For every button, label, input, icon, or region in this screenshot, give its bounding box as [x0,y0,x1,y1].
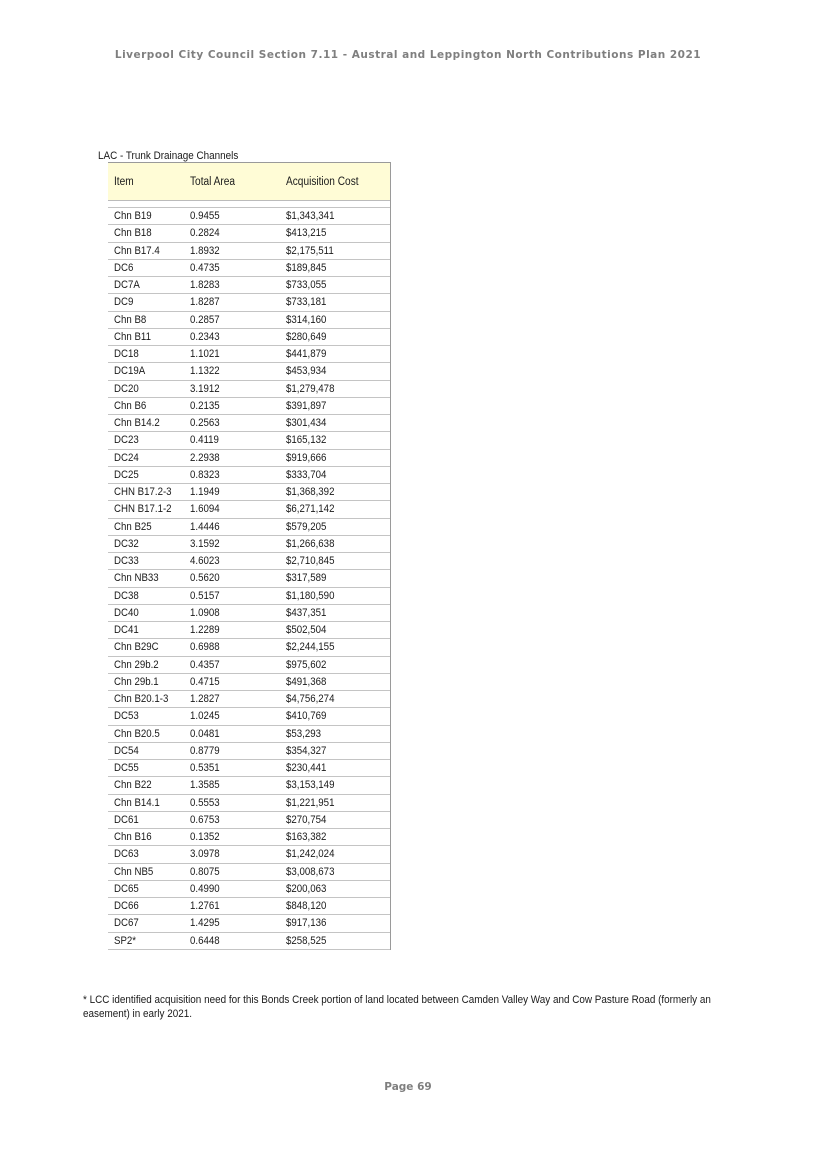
acquisition-cost-cell: $2,710,845 [286,555,335,568]
table-row [108,415,390,432]
item-cell: DC67 [114,917,139,930]
footnote: * LCC identified acquisition need for this Bonds Creek portion of land located between Camden Valley Way and Cow Pasture Road (formerly an easement) in early 2021. [83,994,711,1020]
table-header-row [108,163,390,201]
total-area-cell: 1.2827 [190,693,220,706]
table-row [108,312,390,329]
table-row [108,570,390,587]
item-cell: DC9 [114,296,134,309]
acquisition-cost-cell: $1,343,341 [286,210,335,223]
total-area-cell: 0.4715 [190,675,220,688]
table-row [108,743,390,760]
total-area-cell: 0.5620 [190,572,220,585]
table-row [108,708,390,725]
item-cell: DC38 [114,589,139,602]
acquisition-cost-cell: $270,754 [286,813,327,826]
table-row [108,691,390,708]
acquisition-cost-cell: $2,175,511 [286,244,334,257]
table-row [108,915,390,932]
item-cell: Chn B25 [114,520,152,533]
total-area-cell: 0.0481 [190,727,220,740]
table-row [108,674,390,691]
table-row [108,657,390,674]
item-cell: DC66 [114,900,139,913]
item-cell: DC55 [114,762,139,775]
total-area-cell: 0.8075 [190,865,220,878]
total-area-cell: 0.2824 [190,227,220,240]
item-cell: SP2* [114,934,137,947]
table-row [108,846,390,863]
acquisition-cost-cell: $3,008,673 [286,865,335,878]
acquisition-cost-cell: $1,368,392 [286,486,335,499]
column-header-total-area: Total Area [190,175,236,188]
total-area-cell: 0.4990 [190,882,220,895]
table-row [108,898,390,915]
acquisition-cost-cell: $4,756,274 [286,693,335,706]
total-area-cell: 1.4295 [190,917,220,930]
item-cell: DC6 [114,261,134,274]
acquisition-cost-cell: $258,525 [286,934,327,947]
acquisition-cost-cell: $975,602 [286,658,327,671]
item-cell: DC61 [114,813,139,826]
table-row [108,519,390,536]
acquisition-cost-cell: $410,769 [286,710,327,723]
item-cell: DC63 [114,848,139,861]
total-area-cell: 1.3585 [190,779,220,792]
table-row [108,381,390,398]
item-cell: DC33 [114,555,139,568]
item-cell: CHN B17.2-3 [114,486,172,499]
item-cell: Chn B20.5 [114,727,160,740]
total-area-cell: 1.6094 [190,503,220,516]
acquisition-cost-cell: $354,327 [286,744,327,757]
column-header-item: Item [114,175,134,188]
item-cell: DC40 [114,606,139,619]
acquisition-cost-cell: $53,293 [286,727,321,740]
acquisition-cost-cell: $441,879 [286,348,327,361]
item-cell: CHN B17.1-2 [114,503,172,516]
table-row [108,501,390,518]
total-area-cell: 0.1352 [190,831,220,844]
item-cell: Chn B14.2 [114,417,160,430]
item-cell: Chn B6 [114,399,147,412]
total-area-cell: 0.2135 [190,399,220,412]
total-area-cell: 0.6988 [190,641,220,654]
acquisition-cost-cell: $1,242,024 [286,848,335,861]
table-row [108,639,390,656]
total-area-cell: 0.4119 [190,434,219,447]
total-area-cell: 1.0245 [190,710,220,723]
table-row [108,933,390,950]
acquisition-cost-cell: $317,589 [286,572,327,585]
item-cell: DC54 [114,744,139,757]
table-row [108,329,390,346]
item-cell: Chn B17.4 [114,244,160,257]
item-cell: Chn B8 [114,313,147,326]
table-row [108,605,390,622]
table-row [108,812,390,829]
acquisition-cost-cell: $1,279,478 [286,382,335,395]
acquisition-cost-cell: $453,934 [286,365,327,378]
acquisition-cost-cell: $314,160 [286,313,327,326]
page-header: Liverpool City Council Section 7.11 - Austral and Leppington North Contributions Plan 2021 [114,49,702,61]
header-spacer [108,201,390,208]
total-area-cell: 0.2343 [190,330,220,343]
item-cell: DC41 [114,624,139,637]
acquisition-cost-cell: $280,649 [286,330,327,343]
acquisition-cost-cell: $301,434 [286,417,327,430]
total-area-cell: 0.2857 [190,313,220,326]
total-area-cell: 0.4735 [190,261,220,274]
item-cell: Chn B14.1 [114,796,160,809]
table-row [108,726,390,743]
table-row [108,864,390,881]
item-cell: DC19A [114,365,146,378]
table-row [108,536,390,553]
acquisition-cost-cell: $848,120 [286,900,327,913]
table-row [108,777,390,794]
total-area-cell: 0.2563 [190,417,220,430]
table-row [108,225,390,242]
item-cell: Chn B22 [114,779,152,792]
acquisition-cost-cell: $491,368 [286,675,327,688]
total-area-cell: 1.8283 [190,279,220,292]
item-cell: DC24 [114,451,139,464]
total-area-cell: 0.8779 [190,744,220,757]
table-row [108,294,390,311]
acquisition-cost-cell: $165,132 [286,434,327,447]
item-cell: DC7A [114,279,140,292]
item-cell: Chn 29b.1 [114,675,159,688]
total-area-cell: 1.2761 [190,900,220,913]
table-row [108,243,390,260]
item-cell: DC18 [114,348,139,361]
total-area-cell: 1.2289 [190,624,220,637]
total-area-cell: 1.4446 [190,520,220,533]
table-row [108,467,390,484]
page-number: Page 69 [384,1081,432,1093]
total-area-cell: 0.5351 [190,762,220,775]
acquisition-cost-cell: $917,136 [286,917,327,930]
table-row [108,588,390,605]
acquisition-cost-cell: $189,845 [286,261,327,274]
item-cell: DC23 [114,434,139,447]
table-row [108,260,390,277]
acquisition-cost-cell: $6,271,142 [286,503,335,516]
acquisition-cost-cell: $3,153,149 [286,779,335,792]
table-row [108,553,390,570]
table-row [108,760,390,777]
item-cell: Chn NB33 [114,572,159,585]
item-cell: Chn B20.1-3 [114,693,169,706]
item-cell: Chn B29C [114,641,159,654]
table-caption: LAC - Trunk Drainage Channels [98,150,239,162]
acquisition-cost-cell: $733,181 [286,296,327,309]
acquisition-cost-cell: $1,180,590 [286,589,335,602]
acquisition-cost-cell: $2,244,155 [286,641,335,654]
acquisition-cost-cell: $333,704 [286,468,327,481]
table-row [108,346,390,363]
total-area-cell: 4.6023 [190,555,220,568]
acquisition-cost-cell: $733,055 [286,279,327,292]
item-cell: DC53 [114,710,139,723]
total-area-cell: 1.1949 [190,486,220,499]
table-row [108,277,390,294]
acquisition-cost-cell: $391,897 [286,399,327,412]
total-area-cell: 3.1912 [190,382,220,395]
item-cell: Chn B16 [114,831,152,844]
table-row [108,363,390,380]
acquisition-cost-cell: $1,266,638 [286,537,335,550]
total-area-cell: 3.0978 [190,848,220,861]
total-area-cell: 0.4357 [190,658,220,671]
acquisition-cost-cell: $919,666 [286,451,327,464]
total-area-cell: 3.1592 [190,537,220,550]
table-row [108,432,390,449]
item-cell: Chn B18 [114,227,152,240]
table-row [108,795,390,812]
item-cell: DC65 [114,882,139,895]
total-area-cell: 1.0908 [190,606,220,619]
acquisition-cost-cell: $437,351 [286,606,327,619]
acquisition-cost-cell: $502,504 [286,624,327,637]
total-area-cell: 1.8932 [190,244,220,257]
total-area-cell: 0.6448 [190,934,220,947]
item-cell: DC25 [114,468,139,481]
table-row [108,208,390,225]
total-area-cell: 0.6753 [190,813,220,826]
item-cell: Chn 29b.2 [114,658,159,671]
table-row [108,398,390,415]
table-body [108,208,390,950]
table-row [108,622,390,639]
item-cell: Chn B19 [114,210,152,223]
table-row [108,484,390,501]
total-area-cell: 0.5157 [190,589,220,602]
column-header-acquisition-cost: Acquisition Cost [286,175,359,188]
trunk-drainage-table [108,162,391,950]
item-cell: Chn B11 [114,330,151,343]
table-row [108,450,390,467]
total-area-cell: 1.1021 [190,348,220,361]
acquisition-cost-cell: $200,063 [286,882,327,895]
total-area-cell: 0.8323 [190,468,220,481]
acquisition-cost-cell: $413,215 [286,227,327,240]
acquisition-cost-cell: $1,221,951 [286,796,335,809]
item-cell: DC20 [114,382,139,395]
acquisition-cost-cell: $579,205 [286,520,327,533]
table-row [108,829,390,846]
total-area-cell: 1.1322 [190,365,220,378]
total-area-cell: 0.5553 [190,796,220,809]
total-area-cell: 0.9455 [190,210,220,223]
item-cell: DC32 [114,537,139,550]
total-area-cell: 1.8287 [190,296,220,309]
acquisition-cost-cell: $230,441 [286,762,327,775]
table-row [108,881,390,898]
total-area-cell: 2.2938 [190,451,220,464]
item-cell: Chn NB5 [114,865,154,878]
acquisition-cost-cell: $163,382 [286,831,327,844]
